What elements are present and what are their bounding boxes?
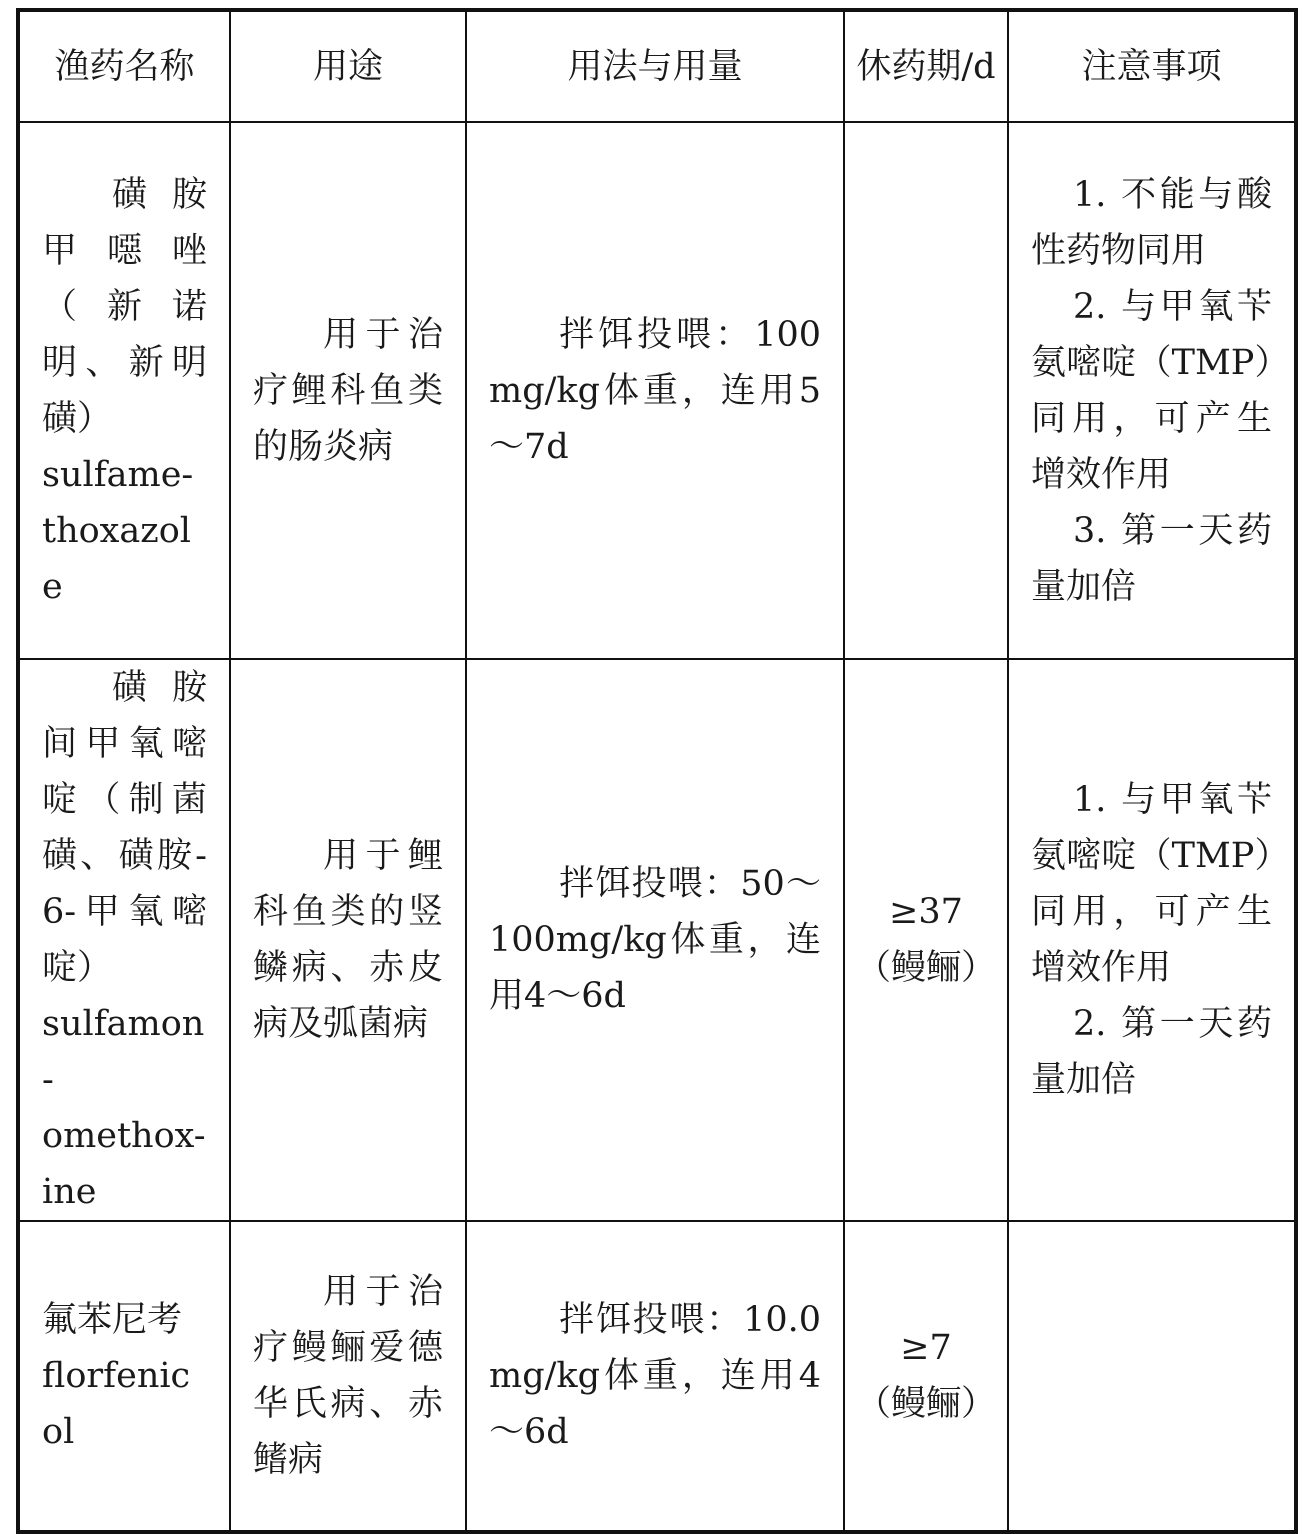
dosage-cell	[466, 659, 844, 1221]
table-row	[18, 122, 1296, 659]
drug-name-en: sulfamon-	[42, 1004, 205, 1100]
dosage-cell	[466, 1221, 844, 1532]
use-text: 用于鲤科鱼类的竖鳞病、赤皮病及弧菌病	[253, 836, 443, 1044]
note-item: 2. 第一天药量加倍	[1031, 1004, 1272, 1100]
note-item: 1. 不能与酸性药物同用	[1031, 174, 1272, 271]
withdrawal-species: （鳗鲡）	[855, 1384, 996, 1424]
note-item: 2. 与甲氧苄氨嘧啶（TMP）同用，可产生增效作用	[1031, 286, 1272, 495]
dosage-text: 拌饵投喂：50～100mg/kg体重，连用4～6d	[489, 864, 821, 1016]
drug-name-cn: 氟苯尼考	[42, 1300, 183, 1340]
drug-name-cn: 磺胺甲噁唑（新诺明、新明磺）	[42, 174, 207, 439]
table-row	[18, 659, 1296, 1221]
drug-name-cell	[18, 122, 230, 659]
header-dosage: 用法与用量	[466, 10, 844, 122]
use-text: 用于治疗鳗鲡爱德华氏病、赤鳍病	[253, 1272, 443, 1480]
withdrawal-cell	[844, 659, 1008, 1221]
use-text: 用于治疗鲤科鱼类的肠炎病	[253, 314, 443, 467]
drug-name-cell	[18, 659, 230, 1221]
dosage-cell	[466, 122, 844, 659]
header-drug-name: 渔药名称	[18, 10, 230, 122]
withdrawal-cell	[844, 1221, 1008, 1532]
withdrawal-value: ≥37	[889, 892, 963, 932]
note-item: 1. 与甲氧苄氨嘧啶（TMP）同用，可产生增效作用	[1031, 780, 1272, 988]
withdrawal-species: （鳗鲡）	[855, 948, 996, 988]
drug-name-en: sulfame-	[42, 454, 194, 495]
dosage-text: 拌饵投喂：10.0mg/kg体重，连用4～6d	[489, 1300, 821, 1452]
table-row	[18, 1221, 1296, 1532]
withdrawal-cell	[844, 122, 1008, 659]
drug-name-en: thoxazole	[42, 510, 191, 607]
notes-cell	[1008, 659, 1296, 1221]
header-row	[18, 10, 1296, 122]
drug-name-en: ine	[42, 1172, 97, 1212]
header-use: 用途	[230, 10, 466, 122]
drug-name-cn: 磺胺间甲氧嘧啶（制菌磺、磺胺-6-甲氧嘧啶）	[42, 668, 207, 988]
drug-name-en: omethox-	[42, 1116, 206, 1156]
notes-cell	[1008, 122, 1296, 659]
dosage-text: 拌饵投喂：100mg/kg体重，连用5～7d	[489, 314, 821, 467]
withdrawal-value: ≥7	[900, 1328, 952, 1368]
notes-cell	[1008, 1221, 1296, 1532]
drug-name-cell	[18, 1221, 230, 1532]
use-cell	[230, 659, 466, 1221]
drug-name-en: florfenicol	[42, 1356, 191, 1452]
note-item: 3. 第一天药量加倍	[1031, 510, 1272, 607]
fishery-drug-table	[16, 8, 1298, 1534]
header-notes: 注意事项	[1008, 10, 1296, 122]
use-cell	[230, 1221, 466, 1532]
use-cell	[230, 122, 466, 659]
header-withdrawal-period: 休药期/d	[844, 10, 1008, 122]
